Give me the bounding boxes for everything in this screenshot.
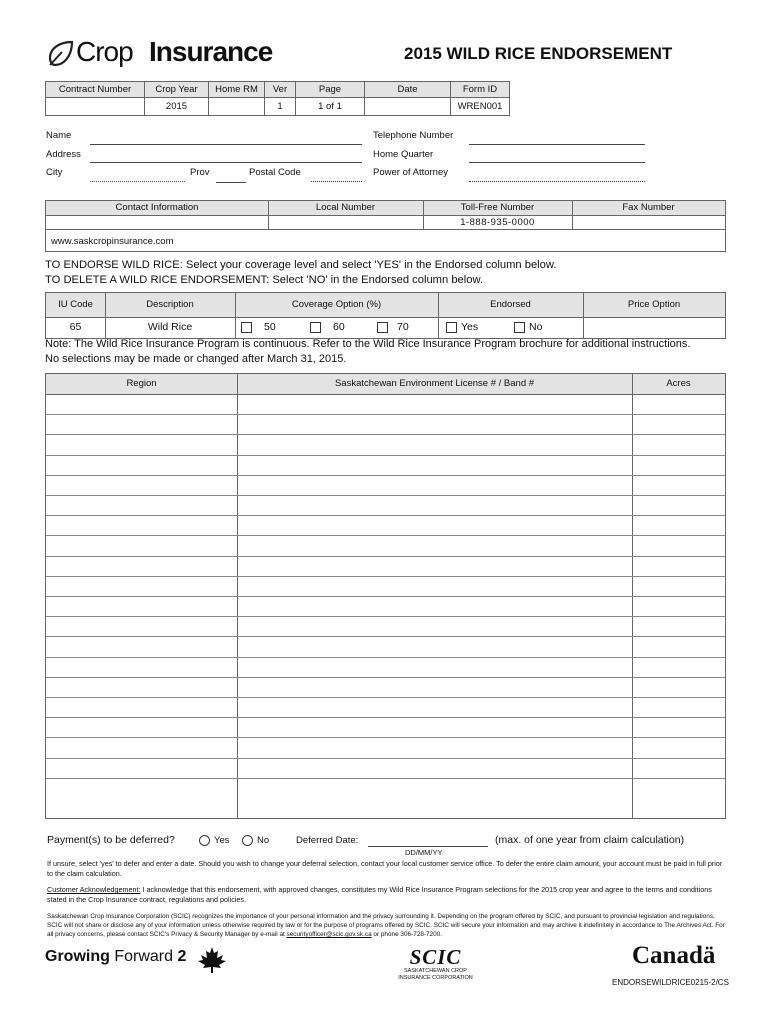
- deferred-date-field[interactable]: [368, 846, 488, 847]
- iu-code-value: 65: [69, 321, 82, 333]
- table-row[interactable]: [46, 414, 725, 435]
- form-id-header: Form ID: [451, 82, 510, 98]
- region-table: [45, 373, 726, 819]
- website[interactable]: www.saskcropinsurance.com: [51, 236, 174, 247]
- coverage-50-label: 50: [264, 321, 276, 333]
- endorsed-header: Endorsed: [490, 299, 531, 310]
- table-row[interactable]: [46, 596, 725, 617]
- name-label: Name: [46, 130, 72, 141]
- coverage-table: [45, 292, 726, 339]
- table-row[interactable]: [46, 717, 725, 738]
- table-row[interactable]: [46, 576, 725, 597]
- ver-header: Ver: [265, 82, 296, 98]
- coverage-50-option[interactable]: [241, 321, 276, 333]
- table-row[interactable]: [46, 737, 725, 758]
- privacy-text: Saskatchewan Crop Insurance Corporation (SCIC) recognizes the importance of your personal information and the privacy surrounding it. Depending on the program offered by SCIC, and pursuant to provincial legislation and regulations, SCIC will not share or disclose any of your information unless otherwise required by law or for the purpose of programs offered by SCIC. SCIC will secure your information and may archive it indefinitely in accordance to The Archives Act. For all privacy concerns, please contact SCIC's Privacy & Security Manager by e-mail at: [47, 913, 725, 938]
- scic-logo: [388, 946, 483, 986]
- power-of-attorney-label: Power of Attorney: [373, 167, 448, 178]
- logo-insurance: Insurance: [149, 36, 273, 67]
- form-id-value: WREN001: [451, 98, 510, 116]
- postal-code-field[interactable]: [311, 181, 362, 182]
- home-rm-value[interactable]: [209, 98, 265, 116]
- privacy-tail: or phone 306-728-7200.: [371, 931, 442, 938]
- address-label: Address: [46, 149, 81, 160]
- table-row[interactable]: [46, 556, 725, 577]
- canada-wordmark: Canadä: [632, 942, 716, 969]
- city-field[interactable]: [90, 181, 185, 182]
- maple-leaf-icon: [197, 946, 227, 974]
- ver-value: 1: [265, 98, 296, 116]
- coverage-50-checkbox[interactable]: [241, 322, 252, 333]
- license-header: Saskatchewan Environment License # / Band #: [334, 378, 535, 389]
- privacy-email[interactable]: securityofficer@scic.gov.sk.ca: [286, 931, 372, 938]
- contract-number-header: Contract Number: [46, 82, 145, 98]
- table-row[interactable]: [46, 495, 725, 516]
- deferred-date-label: Deferred Date:: [296, 835, 359, 846]
- acres-header: Acres: [666, 378, 691, 389]
- contact-table: [45, 200, 726, 252]
- coverage-70-option[interactable]: [377, 321, 409, 333]
- coverage-60-checkbox[interactable]: [310, 322, 321, 333]
- deferral-yes-option[interactable]: [199, 835, 230, 846]
- contact-information-header: Contact Information: [115, 202, 199, 213]
- note-line1: Note: The Wild Rice Insurance Program is continuous. Refer to the Wild Rice Insurance Program brochure for additional instructions.: [45, 338, 691, 350]
- prov-field[interactable]: [216, 182, 246, 183]
- form-code: ENDORSEWILDRICE0215-2/CS: [612, 978, 729, 987]
- acknowledgement-text: I acknowledge that this endorsement, with approved changes, constitutes my Wild Rice Insurance Program selections for the 2015 crop year and agree to the terms and conditions stated in the Crop Insurance contract, regulations and policies.: [47, 885, 712, 904]
- coverage-option-header: Coverage Option (%): [291, 299, 382, 310]
- name-field[interactable]: [90, 144, 362, 145]
- coverage-60-option[interactable]: [310, 321, 345, 333]
- region-header: Region: [126, 378, 157, 389]
- power-of-attorney-field[interactable]: [469, 181, 645, 182]
- table-row[interactable]: [46, 434, 725, 455]
- city-label: City: [46, 167, 63, 178]
- date-value[interactable]: [365, 98, 451, 116]
- coverage-60-label: 60: [333, 321, 345, 333]
- growing-text: Growing: [45, 948, 110, 965]
- deferral-no-radio[interactable]: [242, 835, 253, 846]
- crop-year-value: 2015: [145, 98, 209, 116]
- endorsed-yes-label: Yes: [461, 321, 479, 333]
- table-row[interactable]: [46, 394, 725, 415]
- local-number-header: Local Number: [315, 202, 376, 213]
- table-row[interactable]: [46, 758, 725, 779]
- endorsed-no-checkbox[interactable]: [514, 322, 525, 333]
- deferral-label: Payment(s) to be deferred?: [47, 834, 175, 846]
- growing-forward-logo: [45, 948, 235, 978]
- address-field[interactable]: [90, 162, 362, 163]
- table-row[interactable]: [46, 697, 725, 718]
- telephone-label: Telephone Number: [373, 130, 454, 141]
- forward-text: Forward: [114, 948, 174, 965]
- crop-year-header: Crop Year: [145, 82, 209, 98]
- table-row[interactable]: [46, 778, 725, 798]
- deferral-no-label: No: [257, 835, 270, 847]
- fax-number-header: Fax Number: [622, 202, 675, 213]
- table-row[interactable]: [46, 475, 725, 496]
- home-quarter-field[interactable]: [469, 162, 645, 163]
- table-row[interactable]: [46, 636, 725, 657]
- coverage-70-checkbox[interactable]: [377, 322, 388, 333]
- table-row[interactable]: [46, 535, 725, 556]
- form-title: 2015 WILD RICE ENDORSEMENT: [404, 44, 673, 63]
- table-row[interactable]: [46, 657, 725, 678]
- deferral-yes-radio[interactable]: [199, 835, 210, 846]
- contract-number-value[interactable]: [46, 98, 145, 116]
- home-quarter-label: Home Quarter: [373, 149, 434, 160]
- price-option-header: Price Option: [627, 299, 681, 310]
- deferral-help: If unsure, select 'yes' to defer and enter a date. Should you wish to change your deferral selection, contact your local customer service office. To defer the entire claim amount, your account must be paid in full prior to the claim calculation.: [47, 859, 723, 878]
- scic-sub1: SASKATCHEWAN CROP: [404, 968, 467, 974]
- iu-code-header: IU Code: [58, 299, 93, 310]
- description-header: Description: [146, 299, 194, 310]
- page-header: Page: [296, 82, 365, 98]
- note-line2: No selections may be made or changed after March 31, 2015.: [45, 353, 347, 365]
- table-row[interactable]: [46, 515, 725, 536]
- date-format: DD/MM/YY: [405, 848, 443, 857]
- description-value: Wild Rice: [147, 321, 193, 333]
- endorse-instruction: TO ENDORSE WILD RICE: Select your coverage level and select 'YES' in the Endorsed column below.: [45, 259, 557, 271]
- contract-table: [45, 81, 510, 116]
- deferral-no-option[interactable]: [242, 835, 269, 846]
- logo-crop: Crop: [76, 36, 133, 67]
- endorsed-no-label: No: [529, 321, 543, 333]
- scic-wordmark: SCIC: [409, 945, 462, 969]
- home-rm-header: Home RM: [209, 82, 265, 98]
- date-header: Date: [365, 82, 451, 98]
- postal-code-label: Postal Code: [249, 167, 301, 178]
- endorsed-yes-checkbox[interactable]: [446, 322, 457, 333]
- coverage-70-label: 70: [397, 321, 409, 333]
- endorsed-no-option[interactable]: [514, 321, 542, 333]
- telephone-field[interactable]: [469, 144, 645, 145]
- toll-free-header: Toll-Free Number: [460, 202, 535, 213]
- delete-instruction: TO DELETE A WILD RICE ENDORSEMENT: Select 'NO' in the Endorsed column below.: [45, 274, 484, 286]
- acknowledgement-heading: Customer Acknowledgement:: [47, 885, 141, 894]
- table-row[interactable]: [46, 677, 725, 698]
- page-value: 1 of 1: [296, 98, 365, 116]
- privacy-statement: [47, 912, 727, 939]
- table-row[interactable]: [46, 616, 725, 637]
- scic-sub2: INSURANCE CORPORATION: [398, 975, 473, 981]
- deferral-yes-label: Yes: [214, 835, 230, 847]
- max-deferral-note: (max. of one year from claim calculation): [495, 834, 685, 846]
- crop-insurance-logo: [46, 36, 296, 72]
- prov-label: Prov: [190, 167, 210, 178]
- two-text: 2: [177, 948, 187, 965]
- leaf-icon: [46, 38, 76, 68]
- toll-free-number: 1-888-935-0000: [460, 217, 535, 228]
- endorsed-yes-option[interactable]: [446, 321, 478, 333]
- acknowledgement: [47, 885, 727, 905]
- table-row[interactable]: [46, 455, 725, 476]
